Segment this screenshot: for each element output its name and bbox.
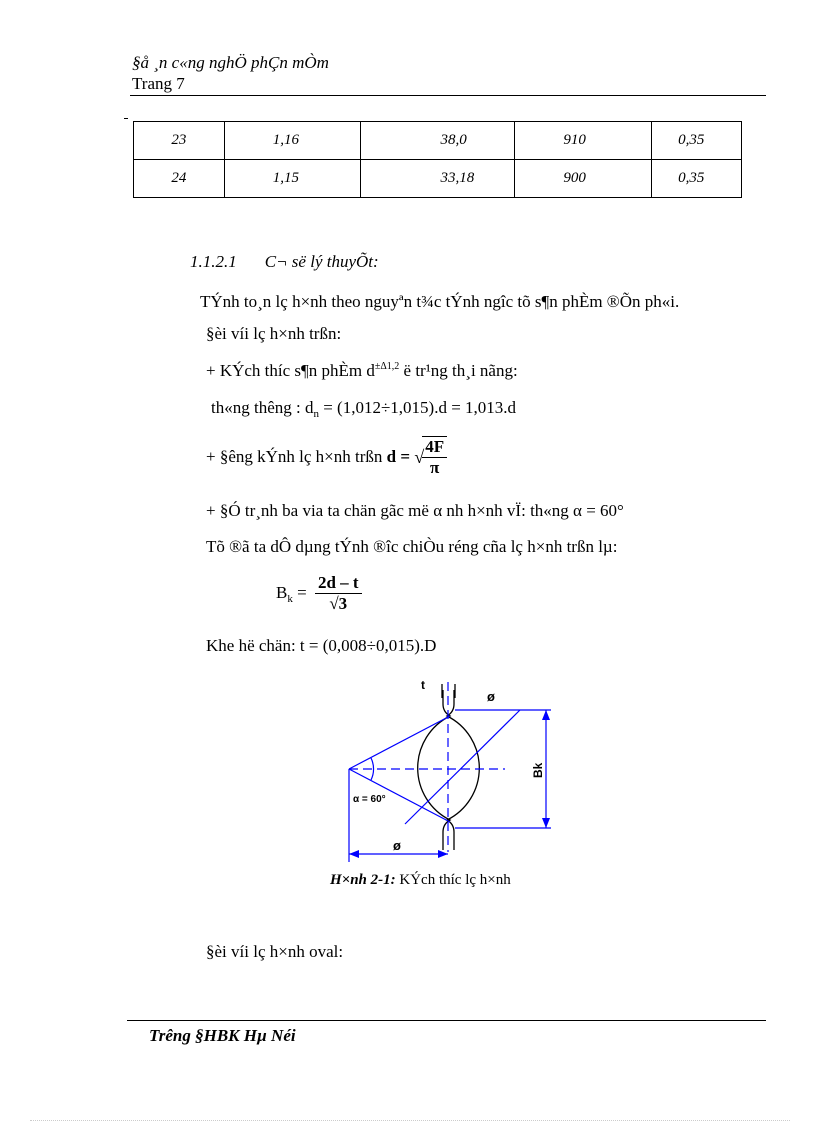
diameter-formula: + §êng kÝnh lç h×nh trßn d = √ $\frac{4F}{\pi}$ <box>206 436 447 478</box>
document-header-title: §å ¸n c«ng nghÖ phÇn mÒm <box>132 53 329 72</box>
figure-label-alpha: α = 60° <box>353 794 386 805</box>
table-cell: 910 <box>515 122 652 160</box>
table-cell: 33,18 <box>360 160 515 198</box>
product-size-line: + KÝch thíc s¶n phÈm $d^{\pm\Delta 1,2}$ ë tr¹ng th¸i nãng: <box>206 361 518 380</box>
figure-label-t: t <box>421 678 425 692</box>
section-title: C¬ së lý thuyÕt: <box>264 252 379 271</box>
table-cell: 0,35 <box>652 122 742 160</box>
footer-rule <box>127 1020 766 1021</box>
oval-hole-heading: §èi víi lç h×nh oval: <box>206 942 344 961</box>
table-cell: 24 <box>134 160 225 198</box>
document-footer: Trêng §HBK Hµ Néi <box>149 1026 296 1045</box>
round-hole-heading: §èi víi lç h×nh trßn: <box>206 324 342 343</box>
intro-paragraph: TÝnh to¸n lç h×nh theo nguyªn t¾c tÝnh ngîc tõ s¶n phÈm ®Õn ph«i. <box>200 292 680 311</box>
table-cell: 38,0 <box>360 122 515 160</box>
figure-caption: H×nh 2-1: KÝch thíc lç h×nh <box>330 872 511 888</box>
roll-contour-left <box>418 690 450 850</box>
figure-label-bk: Bk <box>531 762 545 778</box>
width-intro-line: Tõ ®ã ta dÔ dµng tÝnh ®îc chiÒu réng cña lç h×nh trßn lµ: <box>206 537 618 556</box>
figure-label-phi-top: ø <box>487 689 495 704</box>
bk-formula: $B_k$ = $\frac{2d - t}{√3}$ <box>276 573 362 614</box>
figure-label-phi-bottom: ø <box>393 838 401 853</box>
table-tick <box>124 118 128 119</box>
header-rule <box>130 95 766 96</box>
angle-line-upper <box>349 716 450 769</box>
table-cell: 0,35 <box>652 160 742 198</box>
hot-dimension-line: th«ng thêng : $d_n = (1,012\div 1,015).d = 1,013.d$ <box>211 398 517 420</box>
table-cell: 1,16 <box>224 122 360 160</box>
section-heading <box>190 252 379 272</box>
table-cell: 23 <box>134 122 225 160</box>
table-cell: 900 <box>515 160 652 198</box>
page-bottom-dotted-line <box>30 1120 790 1121</box>
roll-contour-right <box>447 690 479 850</box>
table-cell: 1,15 <box>224 160 360 198</box>
gap-formula-line: Khe hë chän: t = (0,008÷0,015).D <box>206 636 437 655</box>
table-row <box>134 160 742 198</box>
page-number: Trang 7 <box>132 74 185 93</box>
table-row <box>134 122 742 160</box>
data-table <box>133 121 742 198</box>
flash-angle-line: + §Ó tr¸nh ba via ta chän gãc më α nh h×nh vÏ: th«ng α = 60° <box>206 501 624 520</box>
section-number: 1.1.2.1 <box>190 252 237 271</box>
round-pass-diagram <box>335 672 575 870</box>
